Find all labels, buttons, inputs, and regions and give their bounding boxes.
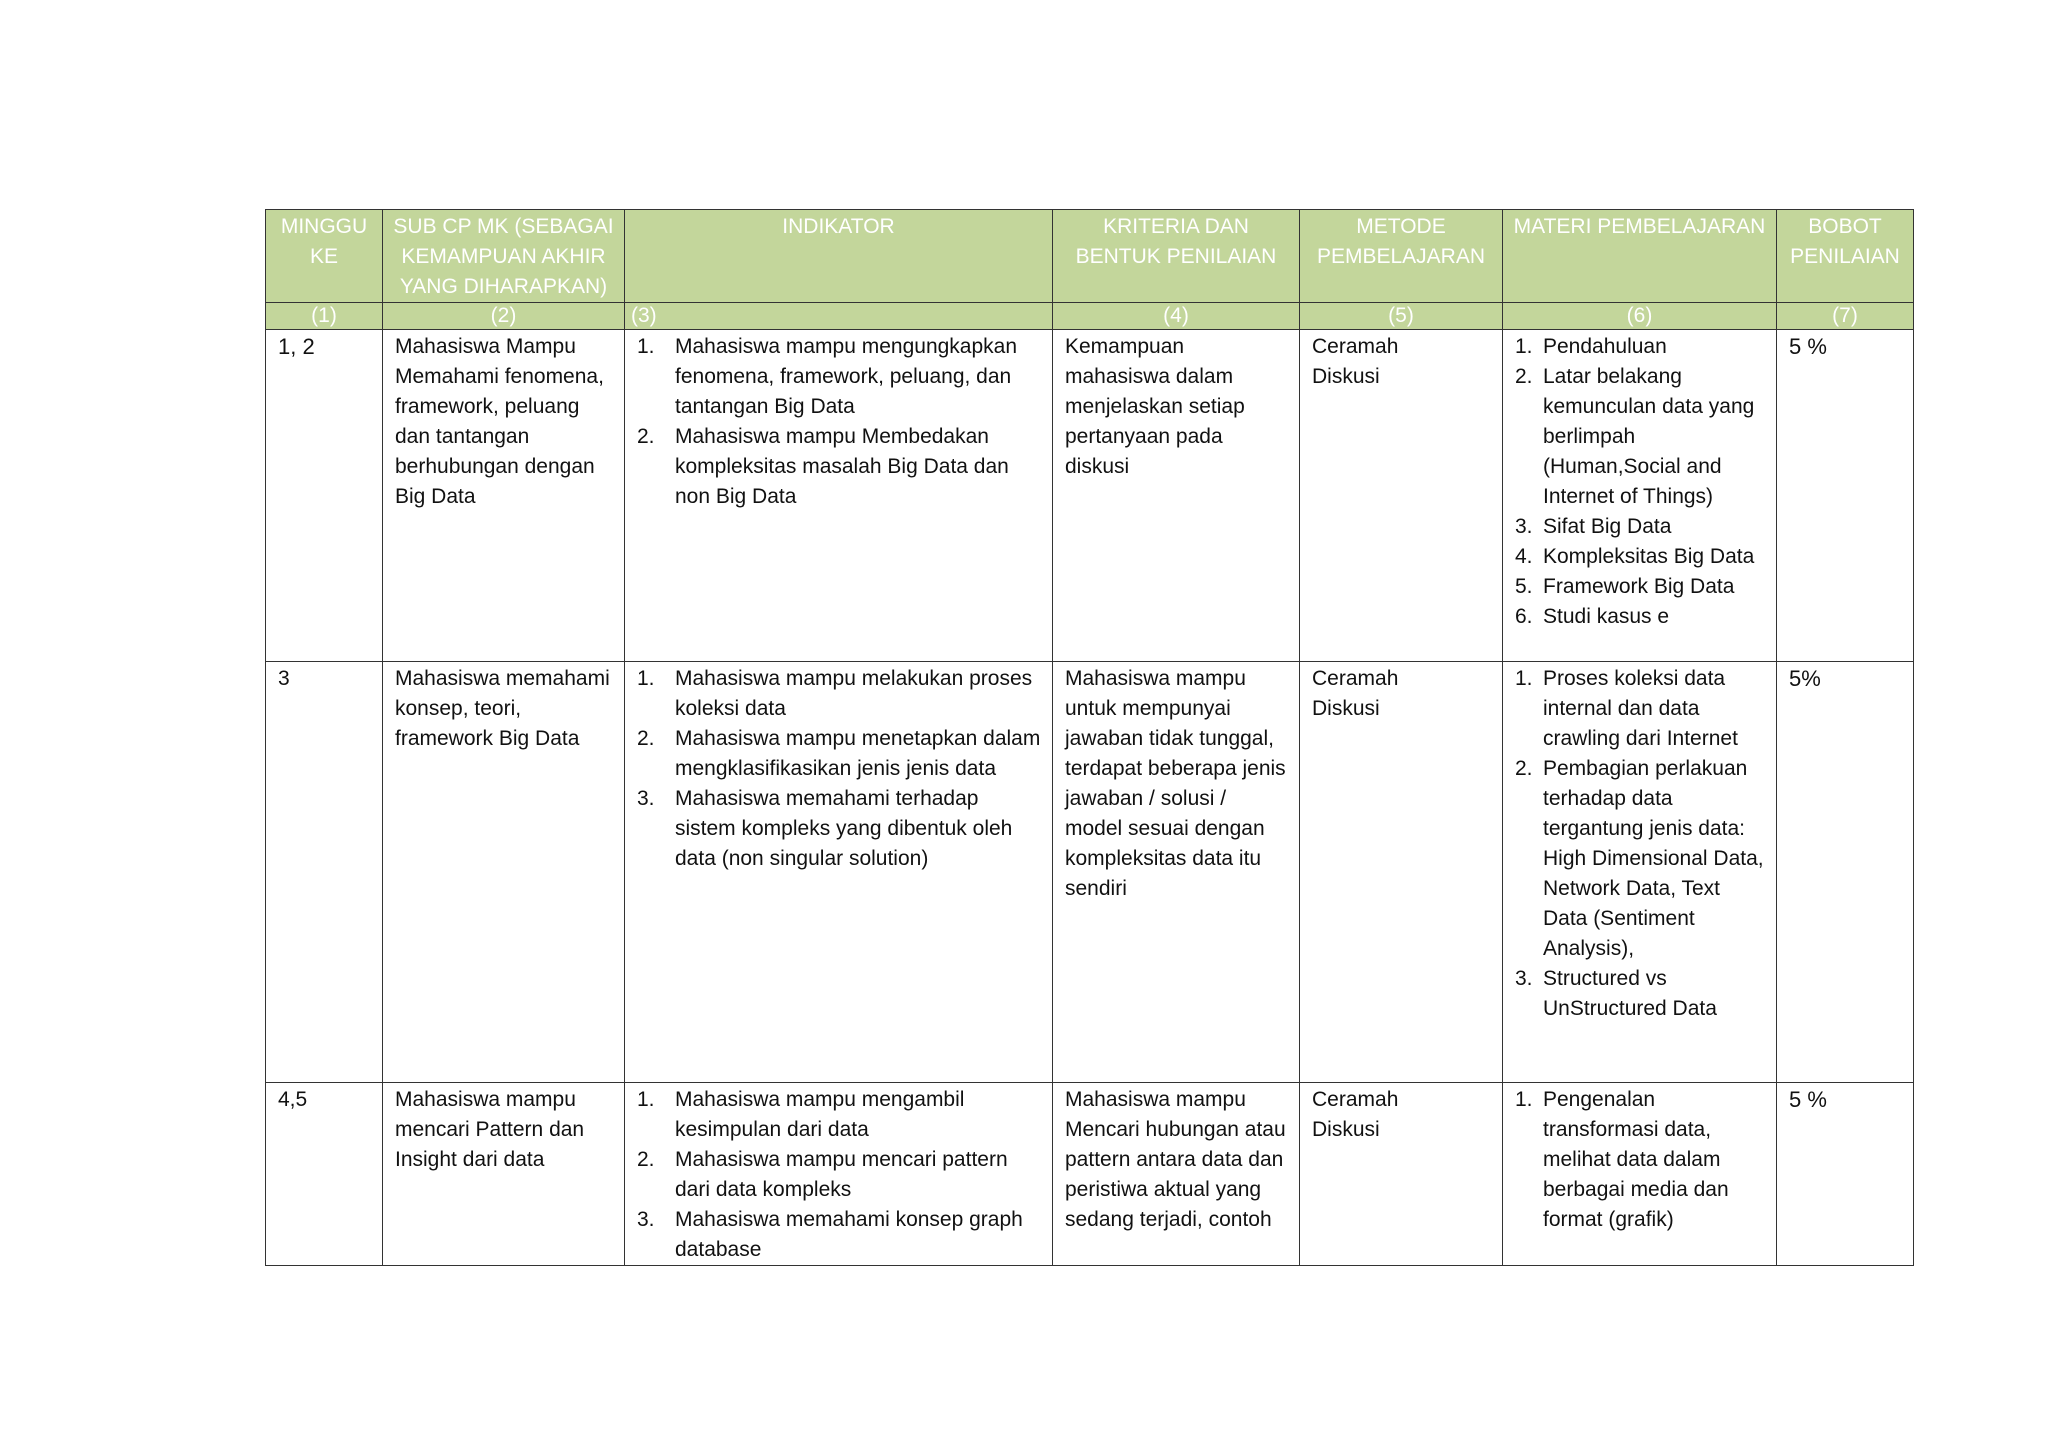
metode-item: Ceramah bbox=[1312, 335, 1399, 358]
list-item: 1. Proses koleksi data internal dan data crawling dari Internet bbox=[1515, 667, 1738, 750]
sub-cp-cell: Mahasiswa mampu mencari Pattern dan Insight dari data bbox=[383, 1083, 625, 1266]
header-kriteria: KRITERIA DAN BENTUK PENILAIAN bbox=[1053, 210, 1300, 303]
kriteria-cell: Kemampuan mahasiswa dalam menjelaskan setiap pertanyaan pada diskusi bbox=[1053, 330, 1300, 662]
list-item: 3. Mahasiswa memahami terhadap sistem kompleks yang dibentuk oleh data (non singular solution) bbox=[637, 787, 1013, 870]
metode-cell bbox=[1300, 330, 1503, 662]
header-row bbox=[266, 210, 1914, 303]
indikator-cell bbox=[625, 330, 1053, 662]
column-number-row bbox=[266, 303, 1914, 330]
list-item: 2. Latar belakang kemunculan data yang berlimpah (Human,Social and Internet of Things) bbox=[1515, 365, 1755, 508]
materi-cell bbox=[1503, 662, 1777, 1083]
list-item: 5. Framework Big Data bbox=[1515, 575, 1735, 598]
list-item: 1. Mahasiswa mampu mengungkapkan fenomena, framework, peluang, dan tantangan Big Data bbox=[637, 335, 1018, 418]
header-metode: METODE PEMBELAJARAN bbox=[1300, 210, 1503, 303]
list-item: 2. Mahasiswa mampu mencari pattern dari data kompleks bbox=[637, 1148, 1008, 1201]
list-item: 4. Kompleksitas Big Data bbox=[1515, 545, 1755, 568]
bobot-cell: 5% bbox=[1777, 662, 1914, 1083]
column-number: (6) bbox=[1503, 303, 1777, 330]
list-item: 1. Pendahuluan bbox=[1515, 335, 1667, 358]
list-item: 3. Sifat Big Data bbox=[1515, 515, 1672, 538]
metode-item: Diskusi bbox=[1312, 1118, 1380, 1141]
header-indikator: INDIKATOR bbox=[625, 210, 1053, 303]
lesson-plan-table bbox=[265, 209, 1914, 1266]
indikator-cell bbox=[625, 1083, 1053, 1266]
column-number: (3) bbox=[625, 303, 1053, 330]
list-item: 1. Mahasiswa mampu melakukan proses koleksi data bbox=[637, 667, 1033, 720]
column-number: (1) bbox=[266, 303, 383, 330]
metode-item: Ceramah bbox=[1312, 667, 1399, 690]
metode-cell bbox=[1300, 662, 1503, 1083]
indikator-cell bbox=[625, 662, 1053, 1083]
list-item: 1. Mahasiswa mampu mengambil kesimpulan dari data bbox=[637, 1088, 965, 1141]
header-minggu: MINGGU KE bbox=[266, 210, 383, 303]
bobot-cell: 5 % bbox=[1777, 1083, 1914, 1266]
kriteria-cell: Mahasiswa mampu Mencari hubungan atau pattern antara data dan peristiwa aktual yang sedang terjadi, contoh bbox=[1053, 1083, 1300, 1266]
list-item: 1. Pengenalan transformasi data, melihat data dalam berbagai media dan format (grafik) bbox=[1515, 1088, 1729, 1231]
column-number: (5) bbox=[1300, 303, 1503, 330]
list-item: 6. Studi kasus e bbox=[1515, 605, 1670, 628]
column-number: (2) bbox=[383, 303, 625, 330]
table-row bbox=[266, 1083, 1914, 1266]
materi-cell bbox=[1503, 330, 1777, 662]
table-row bbox=[266, 662, 1914, 1083]
week-cell: 1, 2 bbox=[266, 330, 383, 662]
list-item: 3. Structured vs UnStructured Data bbox=[1515, 967, 1717, 1020]
header-bobot: BOBOT PENILAIAN bbox=[1777, 210, 1914, 303]
bobot-cell: 5 % bbox=[1777, 330, 1914, 662]
materi-cell bbox=[1503, 1083, 1777, 1266]
week-cell: 4,5 bbox=[266, 1083, 383, 1266]
table-row bbox=[266, 330, 1914, 662]
list-item: 3. Mahasiswa memahami konsep graph database bbox=[637, 1208, 1023, 1261]
header-sub-cp: SUB CP MK (SEBAGAI KEMAMPUAN AKHIR YANG DIHARAPKAN) bbox=[383, 210, 625, 303]
column-number: (7) bbox=[1777, 303, 1914, 330]
metode-cell bbox=[1300, 1083, 1503, 1266]
list-item: 2. Pembagian perlakuan terhadap data tergantung jenis data: High Dimensional Data, Network Data, Text Data (Sentiment Analysis), bbox=[1515, 757, 1764, 960]
list-item: 2. Mahasiswa mampu menetapkan dalam mengklasifikasikan jenis jenis data bbox=[637, 727, 1041, 780]
header-materi: MATERI PEMBELAJARAN bbox=[1503, 210, 1777, 303]
metode-item: Diskusi bbox=[1312, 365, 1380, 388]
metode-item: Ceramah bbox=[1312, 1088, 1399, 1111]
column-number: (4) bbox=[1053, 303, 1300, 330]
kriteria-cell: Mahasiswa mampu untuk mempunyai jawaban tidak tunggal, terdapat beberapa jenis jawaban / solusi / model sesuai dengan kompleksitas data itu sendiri bbox=[1053, 662, 1300, 1083]
sub-cp-cell: Mahasiswa Mampu Memahami fenomena, framework, peluang dan tantangan berhubungan dengan Big Data bbox=[383, 330, 625, 662]
list-item: 2. Mahasiswa mampu Membedakan kompleksitas masalah Big Data dan non Big Data bbox=[637, 425, 1009, 508]
metode-item: Diskusi bbox=[1312, 697, 1380, 720]
sub-cp-cell: Mahasiswa memahami konsep, teori, framework Big Data bbox=[383, 662, 625, 1083]
week-cell: 3 bbox=[266, 662, 383, 1083]
